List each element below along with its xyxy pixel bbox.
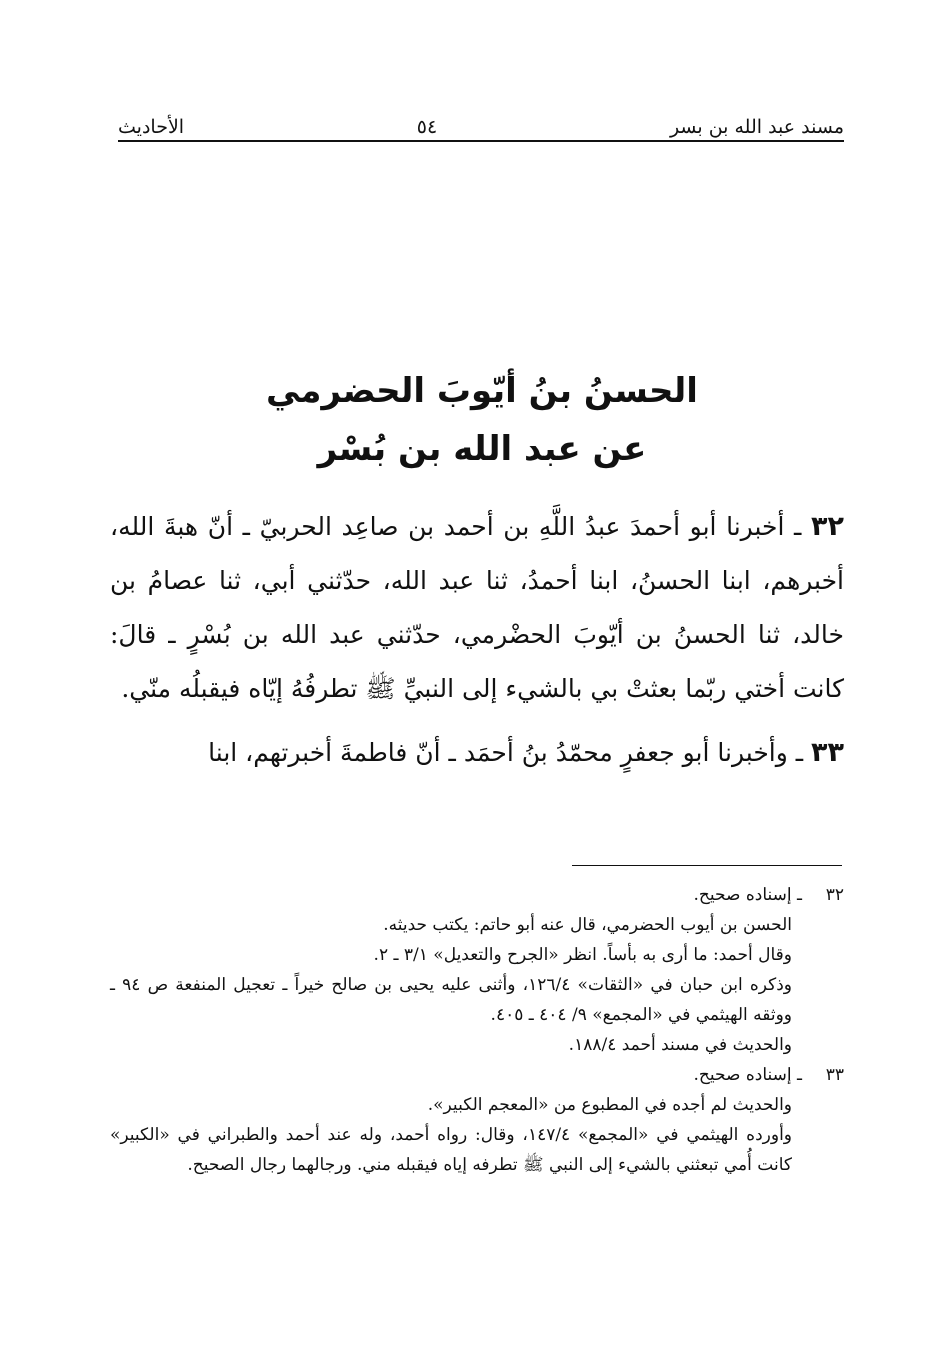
- chapter-heading: [120, 362, 844, 478]
- hadith-33: [110, 726, 844, 780]
- footnote-heading: [110, 1060, 844, 1090]
- header-rule: [118, 140, 844, 142]
- hadith-number: ٣٢: [811, 511, 844, 542]
- footnote-rule: [572, 865, 842, 866]
- footnote-line: وقال أحمد: ما أرى به بأساً. انظر «الجرح والتعديل» ٣/١ ـ ٢.: [373, 945, 792, 965]
- hadith-number: ٣٣: [811, 737, 844, 768]
- footnote-32: [110, 880, 844, 1060]
- footnote-33: [110, 1060, 844, 1180]
- footnote-number: ٣٣: [825, 1065, 844, 1085]
- header-section-title: الأحاديث: [118, 116, 185, 138]
- heading-narrator: الحسنُ بنُ أيّوبَ الحضرمي: [266, 371, 698, 411]
- footnote-number: ٣٢: [825, 885, 844, 905]
- hadith-text: ـ وأخبرنا أبو جعفرٍ محمّدُ بنُ أحمَد ـ أنّ فاطمةَ أخبرتهم، ابنا: [208, 738, 804, 767]
- footnote-grade: ـ إسناده صحيح.: [693, 1065, 802, 1085]
- heading-companion: عن عبد الله بن بُسْر: [317, 429, 647, 469]
- header-book-title: مسند عبد الله بن بسر: [669, 116, 844, 138]
- hadith-32: [110, 500, 844, 716]
- hadith-text: ـ أخبرنا أبو أحمدَ عبدُ اللَّهِ بن أحمد بن صاعِد الحربيّ ـ أنّ هبةَ الله، أخبرهم، ابنا الحسنُ، ابنا أحمدُ، ثنا عبد الله، حدّثني أبي، ثنا عصامُ بن خالد، ثنا الحسنُ بن أيّوبَ الحضْرمي، حدّثني عبد الله بن بُسْرٍ ـ قالَ: كانت أختي ربّما بعثتْ بي بالشيء إلى النبيِّ ﷺ تطرفُهُ إيّاه فيقبلُه منّي.: [110, 512, 844, 703]
- footnotes: [110, 880, 844, 1180]
- footnote-line: وذكره ابن حبان في «الثقات» ١٢٦/٤، وأثنى عليه يحيى بن صالح خيراً ـ تعجيل المنفعة ص ٩٤ ـ ووثقه الهيثمي في «المجمع» ٩/ ٤٠٤ ـ ٤٠٥.: [110, 975, 792, 1025]
- footnote-line: والحديث لم أجده في المطبوع من «المعجم الكبير».: [427, 1095, 792, 1115]
- page-number: ٥٤: [416, 116, 438, 138]
- footnote-line: وأورده الهيثمي في «المجمع» ١٤٧/٤، وقال: رواه أحمد، وله عند أحمد والطبراني في «الكبير» كانت أُمي تبعثني بالشيء إلى النبي ﷺ تطرفه إياه فيقبله مني. ورجالهما رجال الصحيح.: [110, 1125, 793, 1175]
- footnote-line: والحديث في مسند أحمد ١٨٨/٤.: [568, 1035, 792, 1055]
- main-text: [110, 500, 844, 790]
- footnote-heading: [110, 880, 844, 910]
- footnote-grade: ـ إسناده صحيح.: [693, 885, 802, 905]
- footnote-line: الحسن بن أيوب الحضرمي، قال عنه أبو حاتم: يكتب حديثه.: [383, 915, 792, 935]
- running-header: [118, 102, 844, 138]
